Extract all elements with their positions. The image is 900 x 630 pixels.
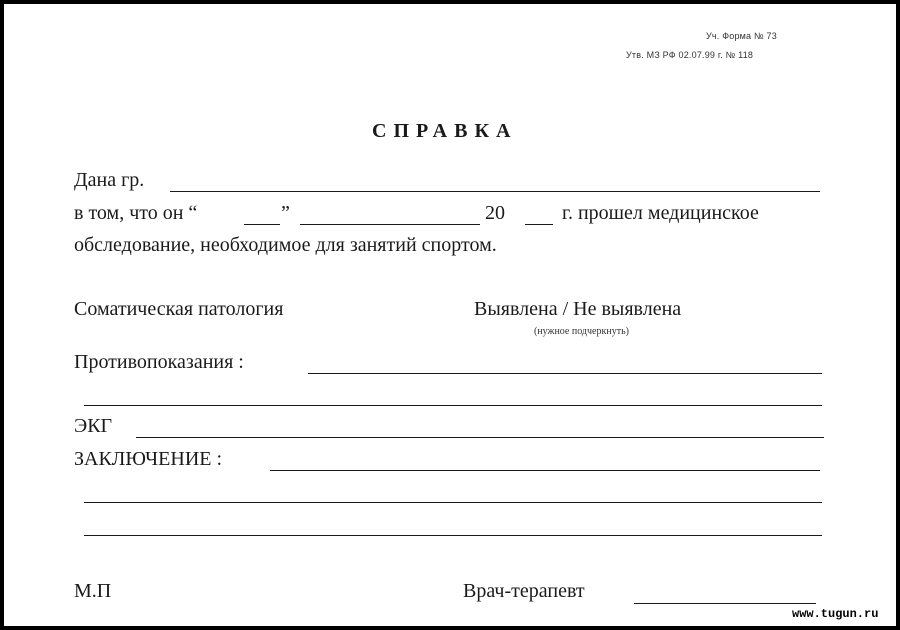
ecg-line: [136, 437, 824, 438]
day-line: [244, 224, 280, 225]
contraindications-label: Противопоказания :: [74, 351, 244, 373]
conclusion-line-2: [84, 502, 822, 503]
month-line: [300, 224, 480, 225]
conclusion-line-1: [270, 470, 820, 471]
date-suffix: г. прошел медицинское: [562, 202, 759, 224]
ecg-label: ЭКГ: [74, 415, 113, 437]
approval-line: Утв. МЗ РФ 02.07.99 г. № 118: [626, 50, 754, 60]
date-prefix: в том, что он “: [74, 202, 198, 224]
somatic-options: Выявлена / Не выявлена: [474, 298, 682, 320]
given-to-label: Дана гр.: [74, 169, 145, 191]
doctor-label: Врач-терапевт: [463, 580, 585, 602]
contraindications-line-2: [84, 405, 822, 406]
given-to-line: [170, 191, 820, 192]
doctor-signature-line: [634, 603, 816, 604]
year-line: [525, 224, 553, 225]
date-quote-close: ”: [281, 202, 290, 224]
form-number: Уч. Форма № 73: [706, 31, 777, 41]
somatic-note: (нужное подчеркнуть): [534, 326, 629, 337]
conclusion-line-3: [84, 535, 822, 536]
site-watermark: www.tugun.ru: [792, 607, 879, 621]
contraindications-line-1: [308, 373, 822, 374]
document-title: СПРАВКА: [372, 120, 518, 142]
somatic-label: Соматическая патология: [74, 298, 284, 320]
examination-text: обследование, необходимое для занятий спортом.: [74, 234, 497, 256]
conclusion-label: ЗАКЛЮЧЕНИЕ :: [74, 448, 223, 470]
year-prefix: 20: [485, 202, 505, 224]
stamp-label: М.П: [74, 580, 112, 602]
